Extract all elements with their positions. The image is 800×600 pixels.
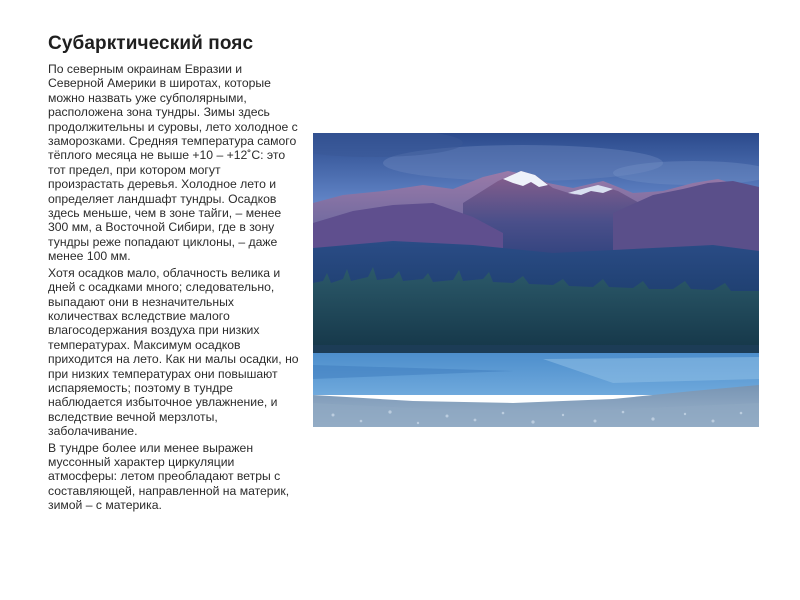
paragraph-precipitation: Хотя осадков мало, облачность велика и дней с осадками много; следовательно, выпадают они в незначительных количествах вследствие малого влагосодержания воздуха при низких температурах. Максимум осадков приходится на лето. Как ни малы осадки, но при низких температурах они повышают испаряемость; поэтому в тундре наблюдается избыточное увлажнение, и вследствие вечной мерзлоты, заболачивание. — [48, 265, 299, 439]
body-text — [48, 62, 300, 515]
paragraph-monsoon: В тундре более или менее выражен муссонный характер циркуляции атмосферы: летом преобладают ветры с составляющей, направленной на материк, зимой – с материка. — [48, 440, 290, 513]
paragraph-tundra-climate: По северным окраинам Евразии и Северной Америки в широтах, которые можно назвать уже субполярными, расположена зона тундры. Зимы здесь продолжительны и суровы, лето холодное с заморозками. Средняя температура самого тёплого месяца не выше +10 – +12˚С: это тот предел, при котором могут произрастать деревья. Холодное лето и определяет ландшафт тундры. Осадков здесь меньше, чем в зоне тайги, – менее 300 мм, а Восточной Сибири, где в зону тундры реже попадают циклоны, – даже менее 100 мм. — [48, 62, 298, 264]
tundra-landscape-photo — [313, 133, 759, 427]
slide-title: Субарктический пояс — [48, 33, 254, 54]
